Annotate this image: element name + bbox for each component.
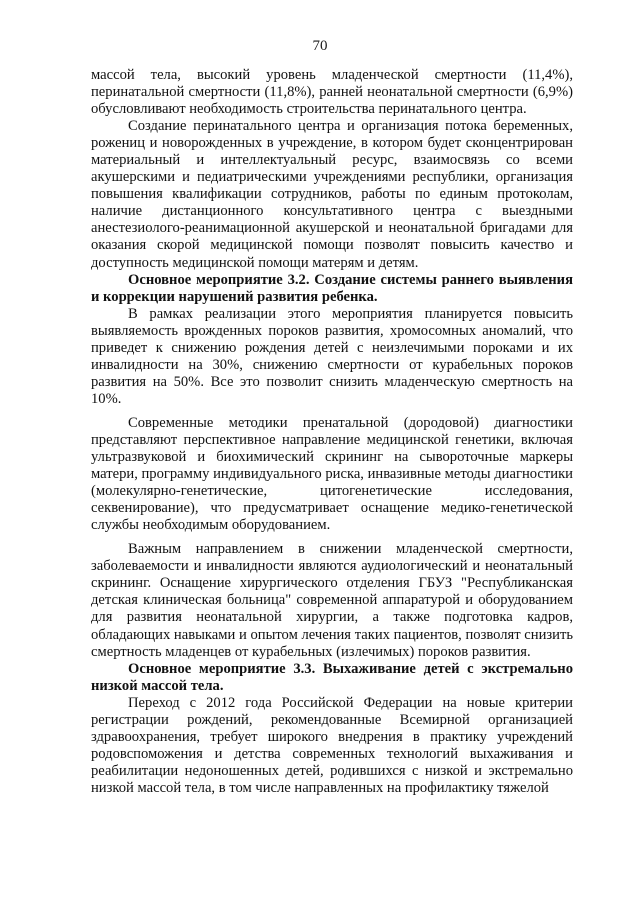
paragraph-prenatal-diagnostics: Современные методики пренатальной (дородовой) диагностики представляют перспективное направление медицинской генетики, включая ультразвуковой и биохимический скрининг на сывороточные маркеры матери, программу индивидуального риска, инвазивные методы диагностики (молекулярно-генетические, цитогенетические исследования, секвенирование), что предусматривает оснащение медико-генетической службы необходимым оборудованием.: [91, 414, 573, 534]
paragraph-gap: [91, 408, 573, 415]
heading-measure-3-3: Основное мероприятие 3.3. Выхаживание детей с экстремально низкой массой тела.: [91, 660, 573, 694]
page-number: 70: [312, 38, 328, 54]
paragraph-gap: [91, 534, 573, 541]
page-body: [91, 67, 573, 797]
paragraph-measure-3-3: Переход с 2012 года Российской Федерации на новые критерии регистрации рождений, рекомендованные Всемирной организацией здравоохранения, требует широкого внедрения в практику учреждений родовспоможения и детства современных технологий выхаживания и реабилитации недоношенных детей, родившихся с низкой и экстремально низкой массой тела, в том числе направленных на профилактику тяжелой: [91, 694, 573, 796]
paragraph-continuation: массой тела, высокий уровень младенческой смертности (11,4%), перинатальной смертности (11,8%), ранней неонатальной смертности (6,9%) обусловливают необходимость строительства перинатального центра.: [91, 67, 573, 118]
heading-measure-3-2: Основное мероприятие 3.2. Создание системы раннего выявления и коррекции нарушений развития ребенка.: [91, 271, 573, 305]
paragraph-perinatal-center: Создание перинатального центра и организация потока беременных, рожениц и новорожденных в учреждение, в котором будет сконцентрирован материальный и интеллектуальный ресурс, взаимосвязь со всеми акушерскими и педиатрическими учреждениями республики, организация повышения квалификации сотрудников, работы по единым протоколам, наличие дистанционного консультативного центра с выездными анестезиолого-реанимационной акушерской и неонатальной бригадами для оказания скорой медицинской помощи позволят повысить качество и доступность медицинской помощи матерям и детям.: [91, 118, 573, 271]
paragraph-measure-3-2-goals: В рамках реализации этого мероприятия планируется повысить выявляемость врожденных пороков развития, хромосомных аномалий, что приведет к снижению рождения детей с неизлечимыми пороками и их инвалидности на 30%, снижению смертности от курабельных пороков развития на 50%. Все это позволит снизить младенческую смертность на 10%.: [91, 305, 573, 407]
paragraph-screening: Важным направлением в снижении младенческой смертности, заболеваемости и инвалидности являются аудиологический и неонатальный скрининг. Оснащение хирургического отделения ГБУЗ "Республиканская детская клиническая больница" современной аппаратурой и оборудованием для развития неонатальной хирургии, а также подготовка кадров, обладающих навыками и опытом лечения таких пациентов, позволят снизить смертность младенцев от курабельных (излечимых) пороков развития.: [91, 541, 573, 660]
